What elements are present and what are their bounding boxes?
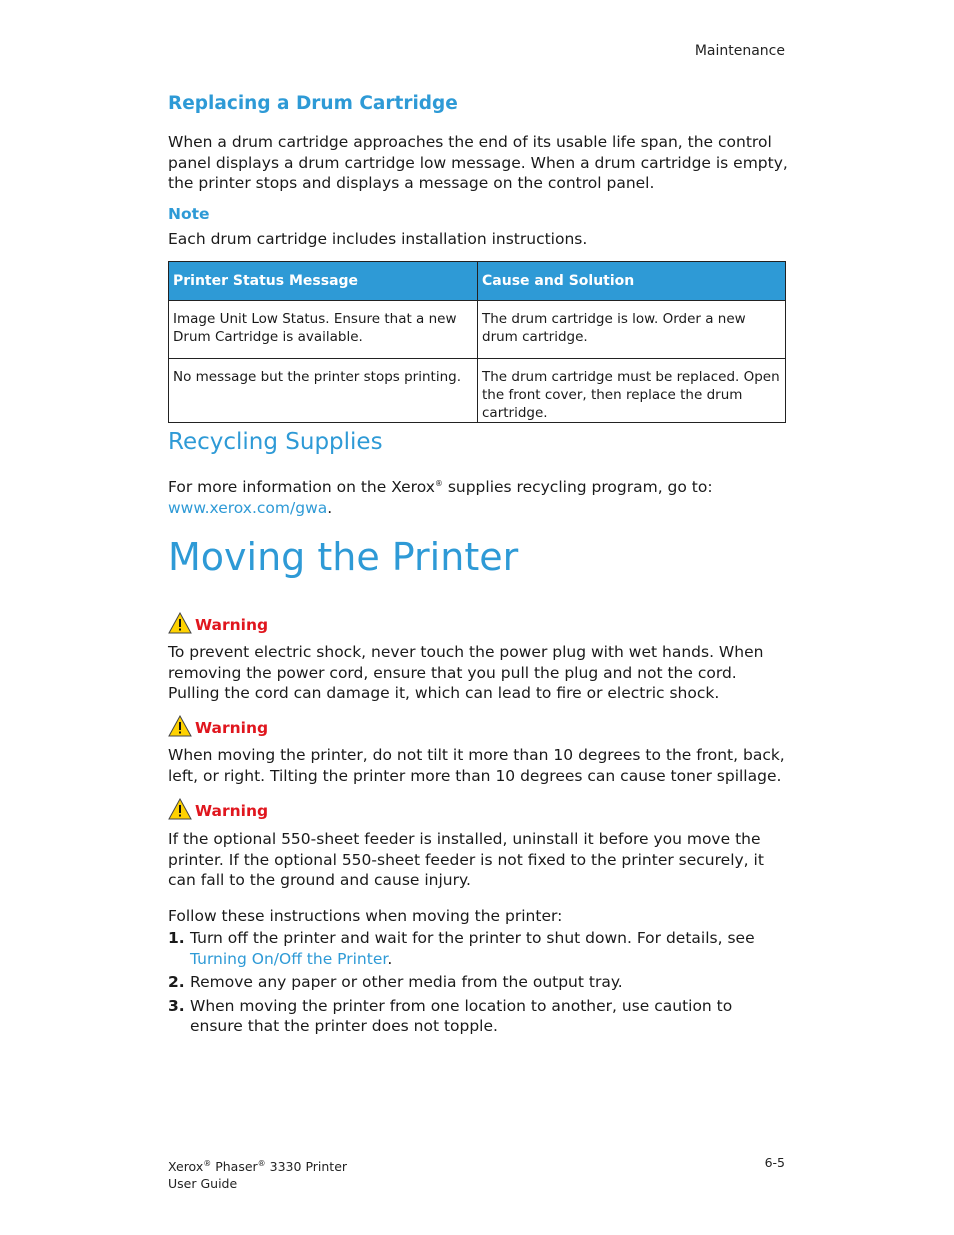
warning-heading [168, 798, 268, 820]
status-table [168, 261, 786, 423]
list-item [168, 972, 788, 993]
step-text-body: Turn off the printer and wait for the printer to shut down. For details, see [190, 929, 755, 947]
footer-product [168, 1155, 347, 1192]
turning-on-off-link[interactable]: Turning On/Off the Printer [190, 949, 388, 968]
registered-mark: ® [434, 479, 443, 488]
registered-mark: ® [203, 1159, 212, 1168]
warning-label: Warning [195, 802, 269, 820]
table-header: Cause and Solution [478, 262, 786, 301]
table-row [169, 359, 786, 423]
step-text: When moving the printer from one location to another, use caution to ensure that the printer does not topple. [190, 996, 733, 1035]
warning-icon [168, 612, 192, 634]
footer-model: 3330 Printer [269, 1159, 348, 1175]
drum-intro: When a drum cartridge approaches the end of its usable life span, the control panel displays a drum cartridge low message. When a drum cartridge is empty, the printer stops and displays a message on the control panel. [168, 133, 788, 192]
step-text [190, 928, 788, 969]
list-item [168, 996, 788, 1037]
running-header: Maintenance [694, 43, 785, 59]
step-number: 2. [168, 973, 185, 991]
instructions-list [168, 928, 788, 1040]
note-text: Each drum cartridge includes installation instructions. [168, 230, 588, 248]
page-number: 6-5 [764, 1155, 785, 1170]
recycling-text [168, 474, 788, 518]
chapter-title-moving: Moving the Printer [168, 535, 519, 579]
table-cell: Image Unit Low Status. Ensure that a new Drum Cartridge is available. [169, 301, 478, 359]
table-cell: The drum cartridge must be replaced. Open the front cover, then replace the drum cartridge. [478, 359, 786, 423]
step-number: 3. [168, 996, 185, 1015]
step-number: 1. [168, 929, 185, 947]
registered-mark: ® [257, 1159, 266, 1168]
list-item [168, 928, 788, 969]
footer-product-name: Phaser [215, 1159, 258, 1175]
recycling-period: . [327, 498, 333, 517]
recycling-link[interactable]: www.xerox.com/gwa [168, 498, 328, 517]
table-row [169, 301, 786, 359]
step-text-end: . [387, 949, 393, 968]
table-cell: The drum cartridge is low. Order a new drum cartridge. [478, 301, 786, 359]
recycling-text-after: supplies recycling program, go to: [442, 478, 713, 497]
section-title-recycling: Recycling Supplies [168, 429, 383, 455]
warning-label: Warning [195, 719, 269, 737]
warning-label: Warning [195, 616, 269, 634]
warning-text: When moving the printer, do not tilt it more than 10 degrees to the front, back, left, or right. Tilting the printer more than 10 degrees can cause toner spillage. [168, 746, 785, 785]
recycling-text-before: For more information on the Xerox [168, 478, 435, 497]
table-cell: No message but the printer stops printing. [169, 359, 478, 423]
warning-text: If the optional 550-sheet feeder is installed, uninstall it before you move the printer. If the optional 550-sheet feeder is not fixed to the printer securely, it can fall to the ground and cause injury. [168, 830, 764, 889]
instructions-intro: Follow these instructions when moving the printer: [168, 907, 563, 925]
table-header: Printer Status Message [169, 262, 478, 301]
warning-heading [168, 612, 268, 634]
warning-icon [168, 715, 192, 737]
footer-brand: Xerox [168, 1159, 204, 1175]
warning-text: To prevent electric shock, never touch the power plug with wet hands. When removing the power cord, ensure that you pull the plug and not the cord. Pulling the cord can damage it, which can lead to fire or electric shock. [168, 643, 764, 702]
table-header-row [169, 262, 786, 301]
warning-heading [168, 715, 268, 737]
step-text: Remove any paper or other media from the output tray. [190, 973, 623, 991]
section-title-drum: Replacing a Drum Cartridge [168, 93, 458, 114]
note-label: Note [168, 205, 210, 223]
footer-guide: User Guide [168, 1176, 238, 1192]
warning-icon [168, 798, 192, 820]
